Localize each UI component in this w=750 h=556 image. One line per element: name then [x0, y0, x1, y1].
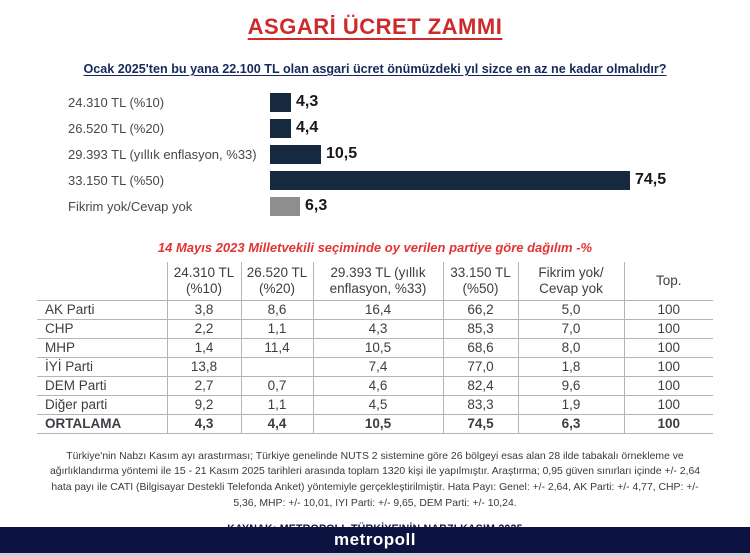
table-header-cell: Top. [624, 262, 713, 300]
brand-logo: metropoll [334, 530, 416, 549]
value-cell: 4,4 [241, 414, 313, 433]
page-title: ASGARİ ÜCRET ZAMMI [247, 14, 503, 39]
party-name-cell: DEM Parti [37, 376, 167, 395]
table-row [37, 300, 713, 319]
bar-row [68, 167, 750, 193]
table-row [37, 319, 713, 338]
bar [270, 93, 291, 112]
bar-category-label: Fikrim yok/Cevap yok [68, 198, 193, 214]
bar-track [270, 145, 357, 164]
value-cell: 1,1 [241, 395, 313, 414]
party-name-cell: AK Parti [37, 300, 167, 319]
bar-track [270, 119, 318, 138]
table-row [37, 357, 713, 376]
value-cell: 82,4 [443, 376, 518, 395]
bar-value-label: 4,3 [296, 93, 319, 110]
bar-chart [68, 89, 750, 219]
value-cell: 100 [624, 376, 713, 395]
value-cell: 4,5 [313, 395, 443, 414]
party-name-cell: İYİ Parti [37, 357, 167, 376]
value-cell: 4,3 [313, 319, 443, 338]
table-header-cell: 29.393 TL (yıllık enflasyon, %33) [313, 262, 443, 300]
value-cell: 5,0 [518, 300, 624, 319]
value-cell: 3,8 [167, 300, 241, 319]
bar-row [68, 115, 750, 141]
table-header-cell: 33.150 TL (%50) [443, 262, 518, 300]
methodology-note: Türkiye'nin Nabzı Kasım ayı arastırması; Türkiye genelinde NUTS 2 sistemine göre 26 bölgeyi esas alan 28 ilde tabakalı örnekleme ve ağırlıklandırma yöntemi ile 15 - 21 Kasım 2025 tarihleri arasında toplam 1320 kişi ile yapılmıştır. Araştırma; 0,95 güven sınırları içinde +/- 2,64 hata payı ile CATI (Bilgisayar Destekli Telefonda Anket) yöntemiyle gerçekleştirilmiştir. Hata Payı: Genel: +/- 2,64, AK Parti: +/- 4,77, CHP: +/- 5,36, MHP: +/- 10,01, IYI Parti: +/- 9,65, DEM Parti: +/- 10,24. [49, 450, 700, 509]
bar [270, 119, 291, 138]
bar-category-label: 24.310 TL (%10) [68, 94, 165, 110]
value-cell: 1,4 [167, 338, 241, 357]
bar-track [270, 197, 327, 216]
value-cell: 10,5 [313, 338, 443, 357]
value-cell: 8,6 [241, 300, 313, 319]
value-cell: 4,6 [313, 376, 443, 395]
bar-track [270, 171, 666, 190]
value-cell: 1,9 [518, 395, 624, 414]
value-cell: 2,7 [167, 376, 241, 395]
bar [270, 197, 300, 216]
bar-row [68, 141, 750, 167]
bar [270, 145, 321, 164]
bar-row [68, 193, 750, 219]
value-cell: 100 [624, 357, 713, 376]
value-cell: 9,6 [518, 376, 624, 395]
value-cell: 16,4 [313, 300, 443, 319]
value-cell: 9,2 [167, 395, 241, 414]
value-cell: 7,4 [313, 357, 443, 376]
value-cell: 1,1 [241, 319, 313, 338]
bar-value-label: 74,5 [635, 171, 667, 188]
bar-category-label: 33.150 TL (%50) [68, 172, 165, 188]
survey-question: Ocak 2025'ten bu yana 22.100 TL olan asgari ücret önümüzdeki yıl sizce en az ne kadar olmalıdır? [83, 62, 667, 76]
value-cell: 13,8 [167, 357, 241, 376]
value-cell: 74,5 [443, 414, 518, 433]
table-header-cell [37, 262, 167, 300]
table-header-cell: 24.310 TL (%10) [167, 262, 241, 300]
value-cell: 66,2 [443, 300, 518, 319]
value-cell: 2,2 [167, 319, 241, 338]
value-cell: 100 [624, 319, 713, 338]
party-name-cell: ORTALAMA [37, 414, 167, 433]
value-cell: 83,3 [443, 395, 518, 414]
bar [270, 171, 630, 190]
party-name-cell: Diğer parti [37, 395, 167, 414]
table-header-cell: Fikrim yok/ Cevap yok [518, 262, 624, 300]
value-cell: 10,5 [313, 414, 443, 433]
value-cell: 100 [624, 395, 713, 414]
value-cell: 85,3 [443, 319, 518, 338]
value-cell: 68,6 [443, 338, 518, 357]
value-cell: 77,0 [443, 357, 518, 376]
party-name-cell: CHP [37, 319, 167, 338]
value-cell: 100 [624, 300, 713, 319]
table-title: 14 Mayıs 2023 Milletvekili seçiminde oy verilen partiye göre dağılım -% [157, 240, 593, 255]
table-row [37, 395, 713, 414]
table-header-row [37, 262, 713, 300]
bar-value-label: 6,3 [305, 197, 328, 214]
value-cell: 6,3 [518, 414, 624, 433]
table-row [37, 376, 713, 395]
bar-value-label: 10,5 [326, 145, 358, 162]
bar-track [270, 93, 318, 112]
value-cell: 4,3 [167, 414, 241, 433]
value-cell: 11,4 [241, 338, 313, 357]
value-cell: 1,8 [518, 357, 624, 376]
bar-category-label: 29.393 TL (yıllık enflasyon, %33) [68, 146, 257, 162]
party-breakdown-table [37, 262, 713, 434]
value-cell [241, 357, 313, 376]
bar-value-label: 4,4 [296, 119, 319, 136]
bar-category-label: 26.520 TL (%20) [68, 120, 165, 136]
bar-row [68, 89, 750, 115]
value-cell: 100 [624, 414, 713, 433]
table-row [37, 338, 713, 357]
table-header-cell: 26.520 TL (%20) [241, 262, 313, 300]
brand-bar [0, 527, 750, 553]
value-cell: 100 [624, 338, 713, 357]
table-row [37, 414, 713, 433]
value-cell: 8,0 [518, 338, 624, 357]
value-cell: 0,7 [241, 376, 313, 395]
value-cell: 7,0 [518, 319, 624, 338]
party-name-cell: MHP [37, 338, 167, 357]
